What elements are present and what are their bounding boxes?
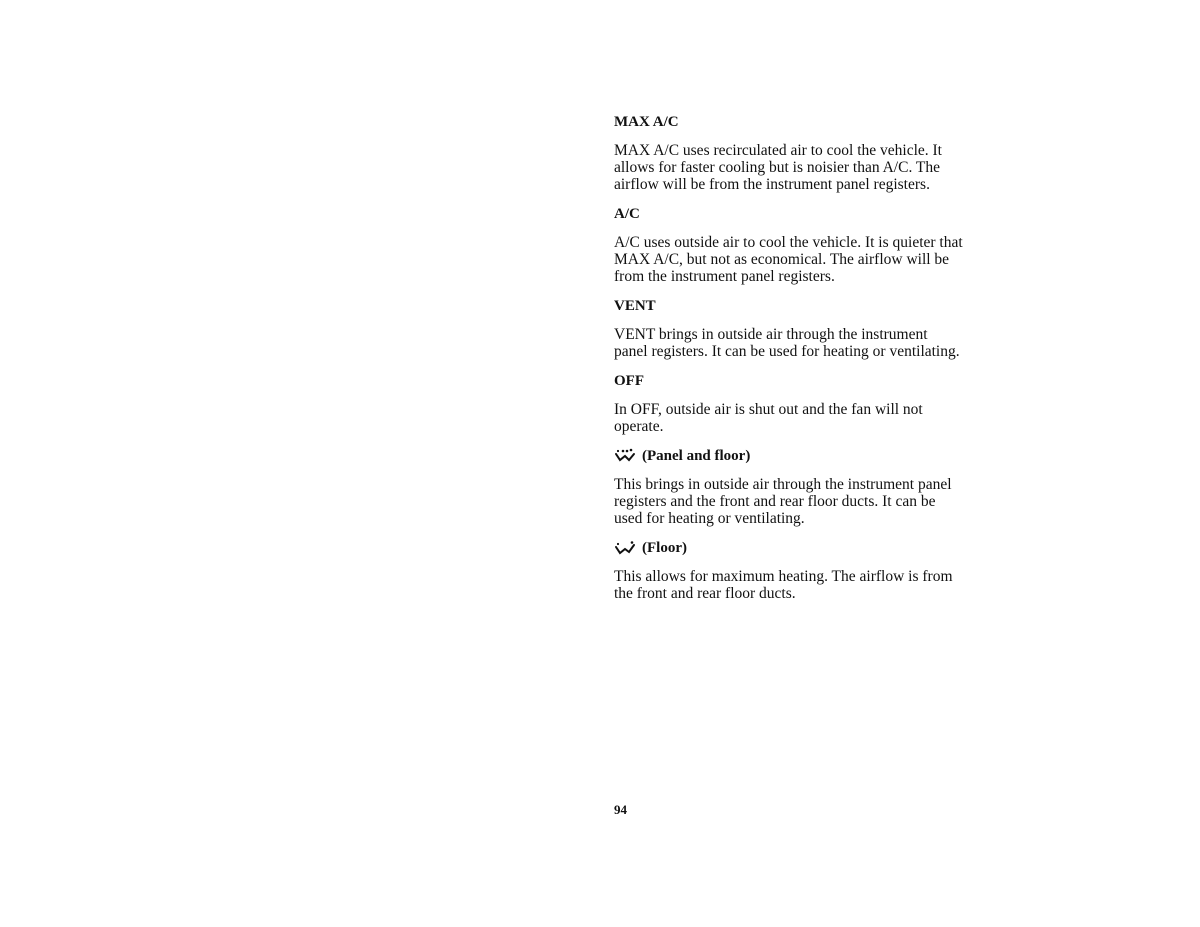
section-body-ac: A/C uses outside air to cool the vehicle. It is quieter that MAX A/C, but not as economical. The airflow will be from the instrument panel registers.	[614, 234, 963, 285]
section-heading-vent	[614, 296, 964, 316]
heading-label: MAX A/C	[614, 114, 679, 130]
heading-label: (Floor)	[642, 540, 687, 556]
section-heading-floor	[614, 538, 964, 558]
heading-label: OFF	[614, 373, 644, 389]
panel-and-floor-icon	[614, 448, 636, 464]
heading-label: (Panel and floor)	[642, 448, 751, 464]
section-body-vent: VENT brings in outside air through the instrument panel registers. It can be used for heating or ventilating.	[614, 326, 960, 360]
page-number: 94	[614, 802, 627, 817]
floor-icon	[614, 540, 636, 556]
section-heading-max-ac	[614, 112, 964, 132]
heading-label: VENT	[614, 298, 656, 314]
heading-label: A/C	[614, 206, 640, 222]
section-body-off: In OFF, outside air is shut out and the fan will not operate.	[614, 401, 923, 435]
section-body-panel-and-floor: This brings in outside air through the instrument panel registers and the front and rear floor ducts. It can be used for heating or ventilating.	[614, 476, 952, 527]
section-body-max-ac: MAX A/C uses recirculated air to cool the vehicle. It allows for faster cooling but is noisier than A/C. The airflow will be from the instrument panel registers.	[614, 142, 942, 193]
manual-text-column	[614, 112, 964, 613]
section-heading-panel-and-floor	[614, 446, 964, 466]
section-body-floor: This allows for maximum heating. The airflow is from the front and rear floor ducts.	[614, 568, 953, 602]
section-heading-ac	[614, 204, 964, 224]
section-heading-off	[614, 371, 964, 391]
